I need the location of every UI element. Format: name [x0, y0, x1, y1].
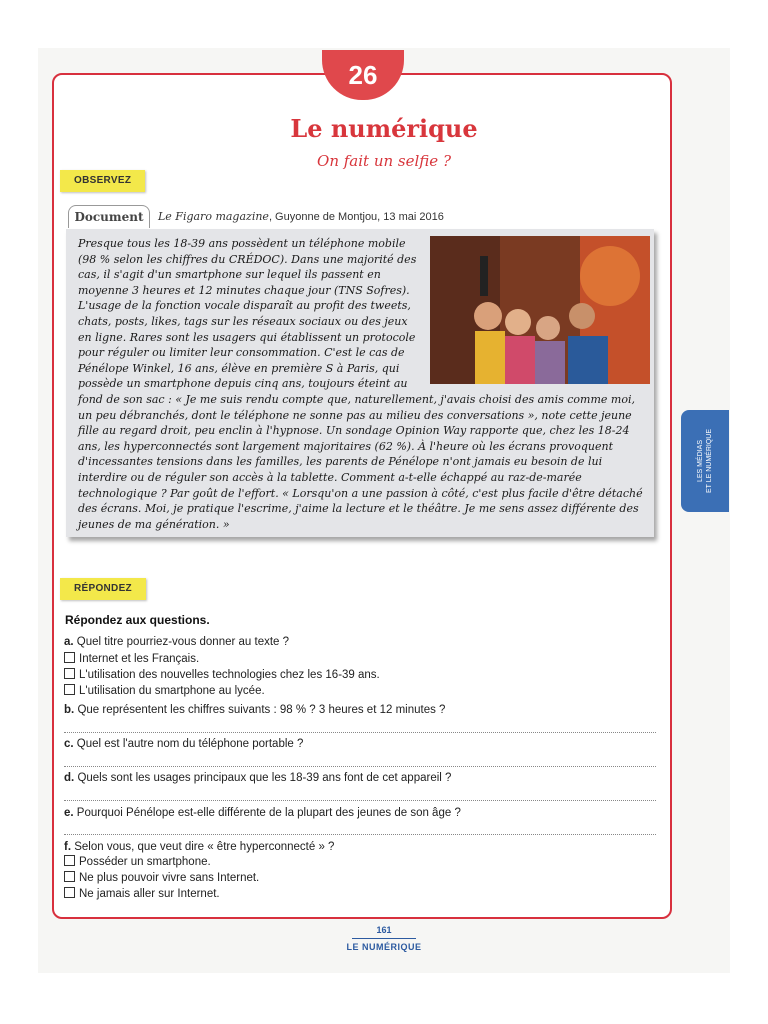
option-f3[interactable] [64, 887, 220, 900]
page-number: 161 [376, 925, 392, 935]
section-side-tab [681, 410, 729, 512]
question-f [64, 841, 334, 853]
document-paragraph: Presque tous les 18-39 ans possèdent un téléphone mobile (98 % selon les chiffres du CRÉDOC). Dans une majorité des cas, il s'agit d'un smartphone sur lequel ils passent en moyenne 3 heures et 12 minutes chaque jour (TNS Sofres). L'usage de la fonction vocale disparaît au profit des tweets, chats, posts, likes, tags sur les réseaux sociaux ou des jeux en ligne. Rares sont les usagers qui établissent un protocole pour réguler ou limiter leur consommation. C'est le cas de Pénélope Winkel, 16 ans, élève en première S à Paris, qui possède un smartphone depuis cinq ans, toujours éteint au fond de son sac : « Je me suis rendu compte que, naturellement, j'avais choisi des amis comme moi, un peu débranchés, dont le téléphone ne sonne pas au milieu des conversations », note cette jeune fille au regard droit, peu enclin à l'hypnose. Un sondage Opinion Way rapporte que, chez les 18-24 ans, les hyperconnectés sont largement majoritaires (62 %). À l'heure où les écrans provoquent d'incessantes tensions dans les familles, les parents de Pénélope n'ont jamais eu besoin de lui interdire ou de réguler son accès à la tablette. Comment a-t-elle échappé au raz-de-marée technologique ? Par goût de l'effort. « Lorsqu'on a une passion à côté, c'est plus facile d'être détaché des écrans. Moi, je pratique l'escrime, j'aime la lecture et le théâtre. Je me sens assez différente des jeunes de ma génération. » [78, 237, 643, 531]
page-title: Le numérique [290, 114, 478, 143]
checkbox[interactable] [64, 668, 75, 679]
option-a3[interactable] [64, 684, 265, 697]
option-label: Ne jamais aller sur Internet. [79, 888, 220, 900]
checkbox[interactable] [64, 871, 75, 882]
question-text: Selon vous, que veut dire « être hyperconnecté » ? [74, 841, 335, 853]
footer-divider [352, 938, 416, 939]
source-author-date: , Guyonne de Montjou, 13 mai 2016 [268, 211, 444, 223]
side-tab-line1: LES MÉDIAS [697, 440, 704, 483]
questions-heading: Répondez aux questions. [65, 613, 210, 627]
document-source [158, 210, 444, 223]
checkbox[interactable] [64, 855, 75, 866]
checkbox[interactable] [64, 684, 75, 695]
selfie-photo [430, 236, 650, 384]
repondez-tag: RÉPONDEZ [60, 578, 146, 600]
question-text: Quels sont les usages principaux que les 18-39 ans font de cet appareil ? [77, 772, 452, 784]
option-label: Ne plus pouvoir vivre sans Internet. [79, 872, 260, 884]
question-text: Que représentent les chiffres suivants : 98 % ? 3 heures et 12 minutes ? [77, 704, 446, 716]
question-b [64, 704, 445, 716]
option-a1[interactable] [64, 652, 199, 665]
question-letter: e. [64, 807, 74, 819]
side-tab-label [696, 429, 714, 493]
footer-section-label: LE NUMÉRIQUE [346, 942, 422, 952]
checkbox[interactable] [64, 887, 75, 898]
question-letter: f. [64, 841, 72, 853]
document-label: Document [68, 205, 150, 228]
option-f2[interactable] [64, 871, 259, 884]
answer-line-c[interactable] [64, 766, 656, 767]
question-letter: c. [64, 738, 74, 750]
page-subtitle: On fait un selfie ? [317, 152, 451, 170]
question-text: Quel est l'autre nom du téléphone portable ? [76, 738, 304, 750]
option-label: Internet et les Français. [79, 653, 200, 665]
question-a [64, 636, 289, 648]
option-f1[interactable] [64, 855, 211, 868]
question-text: Quel titre pourriez-vous donner au texte ? [76, 636, 290, 648]
answer-line-e[interactable] [64, 834, 656, 835]
question-c [64, 738, 303, 750]
question-e [64, 807, 461, 819]
option-label: L'utilisation des nouvelles technologies chez les 16-39 ans. [79, 669, 380, 681]
question-d [64, 772, 451, 784]
question-text: Pourquoi Pénélope est-elle différente de la plupart des jeunes de son âge ? [76, 807, 461, 819]
checkbox[interactable] [64, 652, 75, 663]
option-label: L'utilisation du smartphone au lycée. [79, 685, 265, 697]
observez-tag: OBSERVEZ [60, 170, 145, 192]
answer-line-b[interactable] [64, 732, 656, 733]
selfie-illustration [430, 236, 650, 384]
option-a2[interactable] [64, 668, 380, 681]
option-label: Posséder un smartphone. [79, 856, 211, 868]
question-letter: b. [64, 704, 75, 716]
chapter-number-tab: 26 [322, 50, 404, 100]
source-publication: Le Figaro magazine [158, 210, 269, 223]
answer-line-d[interactable] [64, 800, 656, 801]
document-text-block [78, 236, 650, 532]
question-letter: a. [64, 636, 74, 648]
side-tab-line2: ET LE NUMÉRIQUE [706, 428, 713, 494]
question-letter: d. [64, 772, 75, 784]
